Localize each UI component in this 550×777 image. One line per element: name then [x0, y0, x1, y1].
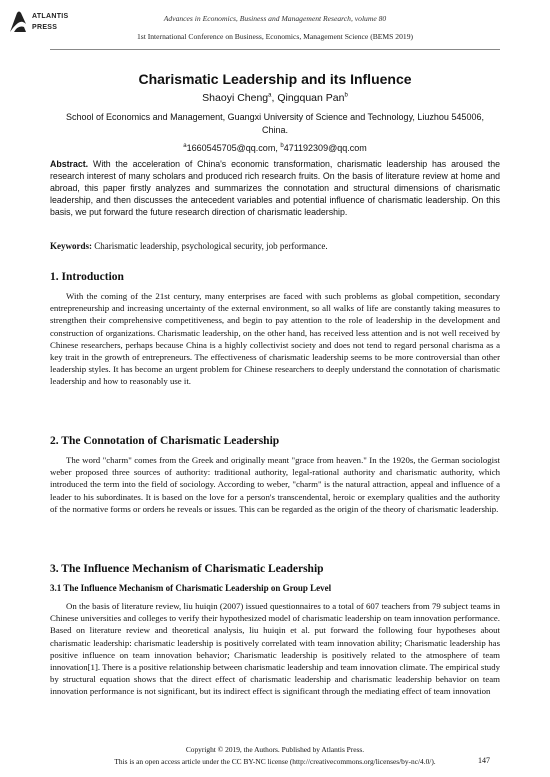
page-number: 147 — [478, 756, 490, 765]
affiliation: School of Economics and Management, Guangxi University of Science and Technology, Liuzhou 545006, China. — [66, 112, 484, 135]
keywords-label: Keywords: — [50, 241, 92, 251]
author-separator: , — [271, 92, 278, 104]
email-superscript: a — [183, 143, 187, 149]
email-superscript: b — [280, 143, 284, 149]
email-line — [0, 143, 550, 153]
header-divider — [50, 49, 500, 50]
email-link[interactable]: 471192309@qq.com — [283, 143, 367, 153]
keywords-text: Charismatic leadership, psychological security, job performance. — [92, 241, 328, 251]
abstract-text: With the acceleration of China's economic transformation, charismatic leadership has aroused the research interest of many scholars and produced rich research fruits. On the basis of literature review at home and abroad, this paper firstly analyzes and summarizes the connotation and structural dimensions of charismatic leadership, and then discusses the antecedent variables and potential influence of charismatic leadership. On this basis, we put forward the future research direction of charismatic leadership. — [50, 159, 500, 217]
author-superscript: b — [344, 92, 348, 99]
body-paragraph: On the basis of literature review, liu huiqin (2007) issued questionnaires to a total of 607 teachers from 79 subject teams in Chinese universities and colleges to verify their hypothesized model of charismatic leadership on team innovation performance. Based on literature review and theoretical analysis, liu huiqin et al. put forward the following four hypotheses about charismatic leadership: charismatic leadership is positively correlated with team innovation ability; Charismatic leadership has positive influence on team innovation behavior; Charismatic leadership is positively related to the atmosphere of team innovation[1]. There is a positive relationship between charismatic leadership and team innovation climate. The empirical study by structural equation shows that the direct effect of charismatic leadership and charismatic leadership behavior on team innovation performance is not significant, but its indirect effect is significant through the mediating effect of team innovation — [50, 601, 500, 697]
abstract — [50, 159, 500, 219]
author-name: Qingquan Pan — [277, 92, 345, 104]
section-heading: 3. The Influence Mechanism of Charismatic Leadership — [50, 563, 324, 575]
author-name: Shaoyi Cheng — [202, 92, 269, 104]
section-heading: 1. Introduction — [50, 271, 124, 283]
email-separator: , — [275, 143, 281, 153]
license-line: This is an open access article under the CC BY-NC license (http://creativecommons.org/licenses/by-nc/4.0/). — [114, 757, 436, 766]
body-paragraph: The word "charm" comes from the Greek and originally meant "grace from heaven." In the 1920s, the German sociologist weber proposed three sources of authority: traditional authority, legal-rational authority and charismatic authority, which introduced the term into the field of sociology. According to weber, "charm" is the natural attraction, appeal and influence of a leader to his subordinates. It is based on the love for a person's transcendental, heroic or exemplary qualities and the authority of the normative forms or orders he reveals or issues. This can be regarded as the origin of the theory of charismatic leadership. — [50, 455, 500, 514]
author-line — [0, 92, 550, 104]
subsection-heading: 3.1 The Influence Mechanism of Charismatic Leadership on Group Level — [50, 583, 332, 593]
logo-text-line2: PRESS — [32, 24, 58, 31]
abstract-label: Abstract. — [50, 159, 89, 169]
keywords — [50, 241, 500, 251]
journal-header: Advances in Economics, Business and Management Research, volume 80 — [163, 14, 387, 23]
section-heading: 2. The Connotation of Charismatic Leadership — [50, 435, 280, 447]
body-paragraph: With the coming of the 21st century, many enterprises are faced with such problems as global competition, secondary entrepreneurship and increasing uncertainty of the external environment, so all walks of life are constantly taking measures to strengthen their comprehensive competitiveness, and begin to pay attention to the role of leadership in the development and construction of organizations. Charismatic leadership, on the other hand, has received less attention and is not well received by Chinese researchers, perhaps because China is a highly collectivist society and does not tend to regard personal charisma as a key trait in the growth of entrepreneurs. The effectiveness of charismatic leadership seems to be more controversial than other leadership styles. It has become an urgent problem for Chinese researchers to deeply understand the connotation of charismatic leadership and how to reasonably use it. — [50, 291, 500, 387]
logo-text-line1: ATLANTIS — [32, 13, 69, 20]
email-link[interactable]: 1660545705@qq.com — [186, 143, 276, 153]
paper-title: Charismatic Leadership and its Influence — [138, 71, 412, 87]
conference-header: 1st International Conference on Business, Economics, Management Science (BEMS 2019) — [136, 32, 414, 41]
copyright-line: Copyright © 2019, the Authors. Published by Atlantis Press. — [185, 745, 365, 754]
author-superscript: a — [268, 92, 272, 99]
